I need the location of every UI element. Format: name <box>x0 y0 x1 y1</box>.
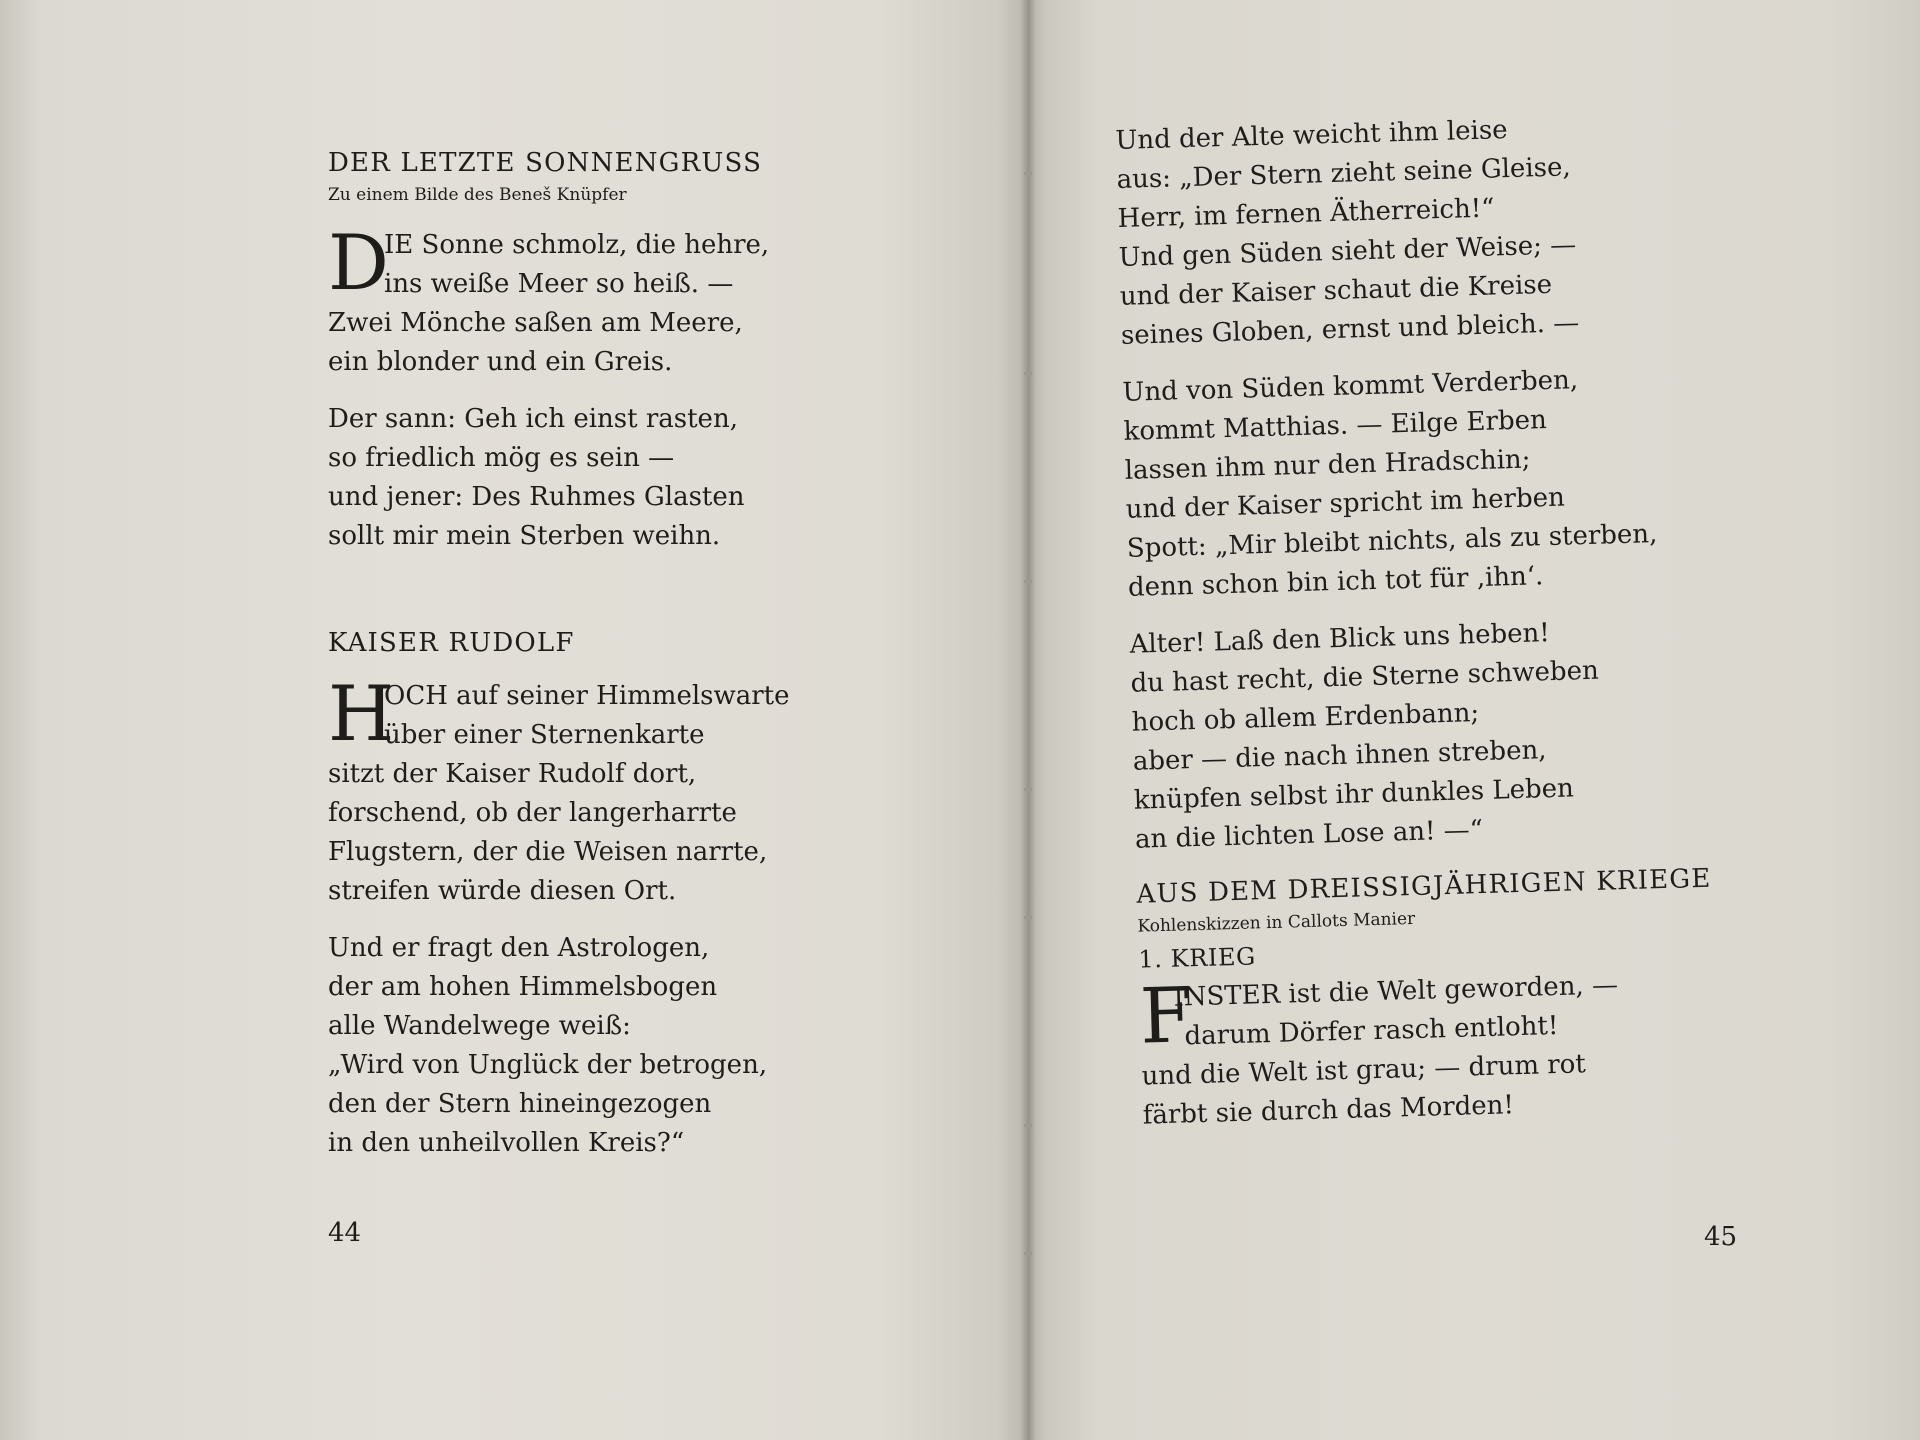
verse-line: lassen ihm nur den Hradschin; <box>1124 444 1531 486</box>
poem-title: AUS DEM DREISSIGJÄHRIGEN KRIEGE <box>1136 863 1712 910</box>
part-title: 1. KRIEG <box>1137 941 1257 974</box>
verse-line: ein blonder und ein Greis. <box>328 346 673 377</box>
verse-line: OCH auf seiner Himmelswarte <box>384 680 790 711</box>
drop-cap: H <box>328 668 395 758</box>
stanza <box>1115 105 1721 356</box>
verse-line: über einer Sternenkarte <box>384 719 705 750</box>
verse-line: und die Welt ist grau; — drum rot <box>1141 1048 1587 1092</box>
right-text-column <box>1115 105 1744 1153</box>
verse-line: alle Wandelwege weiß: <box>328 1010 631 1041</box>
binding-stitch <box>1024 1252 1032 1255</box>
poem-title: KAISER RUDOLF <box>328 627 575 658</box>
verse-line: Alter! Laß den Blick uns heben! <box>1129 618 1551 660</box>
verse-line: Und von Süden kommt Verderben, <box>1122 365 1579 408</box>
verse-line: in den unheilvollen Kreis?“ <box>328 1127 685 1158</box>
verse-line: und jener: Des Ruhmes Glasten <box>328 481 745 512</box>
drop-cap: D <box>328 217 389 307</box>
verse-line: der am hohen Himmelsbogen <box>328 971 718 1002</box>
stanza <box>1129 609 1735 860</box>
verse-line: so friedlich mög es sein — <box>328 442 675 473</box>
stanza <box>328 668 968 911</box>
left-text-column <box>328 148 968 1181</box>
binding-stitch <box>1024 916 1032 919</box>
verse-line: du hast recht, die Sterne schweben <box>1130 655 1600 699</box>
stanza <box>328 929 968 1163</box>
verse-line: Flugstern, der die Weisen narrte, <box>328 836 768 867</box>
verse-line: seines Globen, ernst und bleich. — <box>1120 308 1580 351</box>
verse-line: „Wird von Unglück der betrogen, <box>328 1049 768 1080</box>
verse-line: Spott: „Mir bleibt nichts, als zu sterben, <box>1126 519 1658 564</box>
binding-stitch <box>1024 1124 1032 1127</box>
verse-line: IE Sonne schmolz, die hehre, <box>384 229 770 260</box>
poem-subtitle: Kohlenskizzen in Callots Manier <box>1137 909 1416 937</box>
verse-line: denn schon bin ich tot für ‚ihn‘. <box>1127 561 1544 603</box>
verse-line: Und gen Süden sieht der Weise; — <box>1118 230 1577 273</box>
stanza <box>1139 962 1743 1135</box>
section-spacer <box>328 574 968 628</box>
verse-line: knüpfen selbst ihr dunkles Leben <box>1133 773 1575 816</box>
verse-line: forschend, ob der langerharrte <box>328 797 737 828</box>
verse-line: und der Kaiser spricht im herben <box>1125 482 1566 525</box>
verse-line: sitzt der Kaiser Rudolf dort, <box>328 758 697 789</box>
verse-line: aus: „Der Stern zieht seine Gleise, <box>1116 152 1572 195</box>
verse-line: färbt sie durch das Morden! <box>1142 1089 1515 1131</box>
drop-cap: F <box>1138 969 1194 1061</box>
binding-stitch <box>1024 172 1032 175</box>
verse-line: kommt Matthias. — Eilge Erben <box>1123 405 1548 447</box>
verse-line: den der Stern hineingezogen <box>328 1088 712 1119</box>
verse-line: darum Dörfer rasch entloht! <box>1184 1010 1559 1051</box>
verse-line: INSTER ist die Welt geworden, — <box>1173 969 1619 1013</box>
page-number-left: 44 <box>328 1218 362 1248</box>
verse-line: Herr, im fernen Ätherreich!“ <box>1117 193 1495 234</box>
verse-line: aber — die nach ihnen streben, <box>1132 735 1547 777</box>
verse-line: ins weiße Meer so heiß. — <box>384 268 734 299</box>
poem-subtitle: Zu einem Bilde des Beneš Knüpfer <box>328 185 627 206</box>
verse-line: an die lichten Lose an! —“ <box>1134 815 1484 855</box>
verse-line: Und er fragt den Astrologen, <box>328 932 710 963</box>
page-number-right: 45 <box>1704 1222 1738 1252</box>
verse-line: hoch ob allem Erdenbann; <box>1131 698 1480 738</box>
verse-line: sollt mir mein Sterben weihn. <box>328 520 721 551</box>
stanza <box>1122 357 1728 608</box>
binding-stitch <box>1024 580 1032 583</box>
verse-line: streifen würde diesen Ort. <box>328 875 677 906</box>
book-gutter <box>1020 0 1036 1440</box>
binding-stitch <box>1024 372 1032 375</box>
verse-line: Der sann: Geh ich einst rasten, <box>328 403 738 434</box>
verse-line: Und der Alte weicht ihm leise <box>1115 115 1508 156</box>
poem-title: DER LETZTE SONNENGRUSS <box>328 148 763 178</box>
verse-line: und der Kaiser schaut die Kreise <box>1119 269 1553 312</box>
stanza <box>328 217 968 382</box>
verse-line: Zwei Mönche saßen am Meere, <box>328 307 743 338</box>
binding-stitch <box>1024 788 1032 791</box>
stanza <box>328 400 968 556</box>
